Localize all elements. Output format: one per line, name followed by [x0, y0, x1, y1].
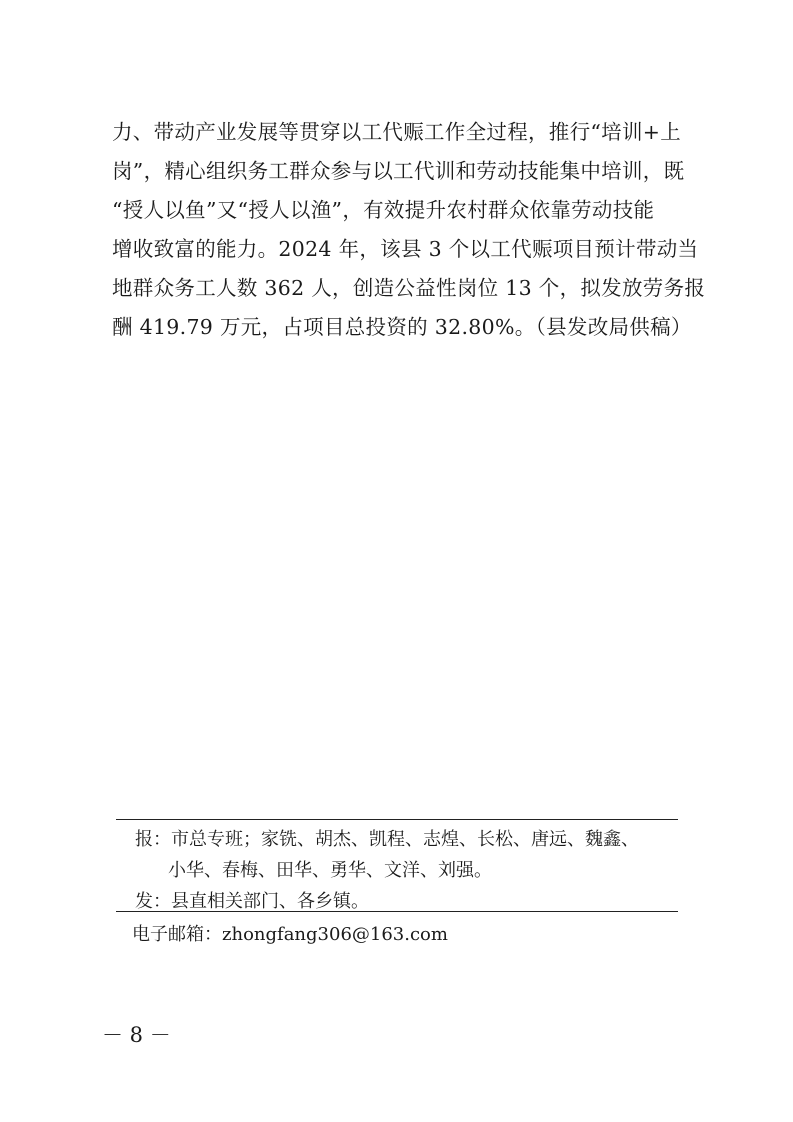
body-line: “授人以鱼”又“授人以渔”，有效提升农村群众依靠劳动技能 — [112, 198, 655, 222]
body-line: 岗”，精心组织务工群众参与以工代训和劳动技能集中培训，既 — [112, 159, 685, 183]
send-line: 发：县直相关部门、各乡镇。 — [135, 891, 369, 912]
report-line-continued: 小华、春梅、田华、勇华、文洋、刘强。 — [168, 860, 492, 881]
body-line: 力、带动产业发展等贯穿以工代赈工作全过程，推行“培训+上 — [112, 120, 682, 144]
body-line: 酬 419.79 万元，占项目总投资的 32.80%。（县发改局供稿） — [112, 315, 692, 339]
report-line: 报：市总专班；家铣、胡杰、凯程、志煌、长松、唐远、魏鑫、 — [135, 829, 639, 850]
distribution-block — [135, 824, 680, 917]
bottom-divider — [116, 911, 678, 912]
body-line: 地群众务工人数 362 人，创造公益性岗位 13 个，拟发放劳务报 — [112, 276, 706, 300]
email-line: 电子邮箱：zhongfang306@163.com — [132, 924, 448, 945]
body-paragraph — [112, 113, 706, 347]
top-divider — [116, 819, 678, 820]
body-line: 增收致富的能力。2024 年，该县 3 个以工代赈项目预计带动当 — [112, 237, 699, 261]
page-number: － 8 － — [102, 1023, 171, 1047]
